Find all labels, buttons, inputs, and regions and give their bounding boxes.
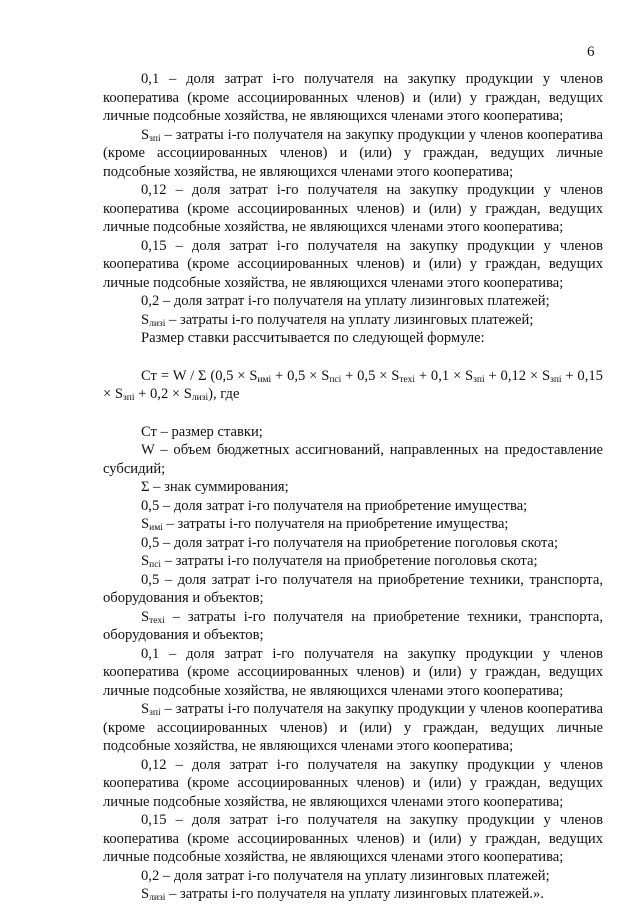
document-body: [103, 70, 603, 904]
rate-formula: Ст = W / Σ $(0,5 \times S_{имi} + 0,5 \times S_{пci} + 0,5 \times S_{техi} + 0,1 \times S_{зпi} + 0,12 \times S_{зпi} + 0,15 \times S_{зпi} + 0,2 \times S_{лизi})$, где: [103, 367, 603, 403]
definition: $S_{техi}$ – затраты i-го получателя на приобретение техники, транспорта, оборудования и объектов;: [103, 608, 603, 643]
definition: Σ – знак суммирования;: [141, 479, 289, 495]
definition: 0,2 – доля затрат i-го получателя на уплату лизинговых платежей;: [141, 867, 550, 884]
definition: 0,12 – доля затрат i-го получателя на закупку продукции у членов кооператива (кроме ассоциированных членов) и (или) у граждан, ведущих личные подсобные хозяйства, не являющихся членами этого кооператива;: [103, 756, 603, 810]
page-number: 6: [587, 44, 595, 60]
definition: Ст – размер ставки;: [141, 423, 263, 440]
paragraph: $S_{зпi}$ – затраты i-го получателя на закупку продукции у членов кооператива (кроме ассоциированных членов) и (или) у граждан, ведущих личные подсобные хозяйства, не являющихся членами этого кооператива;: [103, 126, 603, 180]
paragraph: 0,12 – доля затрат i-го получателя на закупку продукции у членов кооператива (кроме ассоциированных членов) и (или) у граждан, ведущих личные подсобные хозяйства, не являющихся членами этого кооператива;: [103, 182, 603, 235]
definition: $S_{зпi}$ – затраты i-го получателя на закупку продукции у членов кооператива (кроме ассоциированных членов) и (или) у граждан, ведущих личные подсобные хозяйства, не являющихся членами этого кооператива;: [103, 701, 603, 754]
paragraph: 0,2 – доля затрат i-го получателя на уплату лизинговых платежей;: [141, 293, 550, 309]
definition: 0,1 – доля затрат i-го получателя на закупку продукции у членов кооператива (кроме ассоциированных членов) и (или) у граждан, ведущих личные подсобные хозяйства, не являющихся членами этого кооператива;: [103, 645, 603, 699]
definition: 0,5 – доля затрат i-го получателя на приобретение имущества;: [141, 497, 528, 514]
definition: 0,15 – доля затрат i-го получателя на закупку продукции у членов кооператива (кроме ассоциированных членов) и (или) у граждан, ведущих личные подсобные хозяйства, не являющихся членами этого кооператива;: [103, 812, 603, 865]
paragraph: Размер ставки рассчитывается по следующей формуле:: [141, 330, 485, 346]
paragraph: 0,1 – доля затрат i-го получателя на закупку продукции у членов кооператива (кроме ассоциированных членов) и (или) у граждан, ведущих личные подсобные хозяйства, не являющихся членами этого кооператива;: [103, 71, 603, 124]
definition: 0,5 – доля затрат i-го получателя на приобретение техники, транспорта, оборудования и объектов;: [103, 571, 603, 606]
definition: $S_{пci}$ – затраты i-го получателя на приобретение поголовья скота;: [141, 553, 538, 570]
paragraph: $S_{лизi}$ – затраты i-го получателя на уплату лизинговых платежей;: [141, 311, 534, 329]
definition: 0,5 – доля затрат i-го получателя на приобретение поголовья скота;: [141, 534, 559, 551]
paragraph: 0,15 – доля затрат i-го получателя на закупку продукции у членов кооператива (кроме ассоциированных членов) и (или) у граждан, ведущих личные подсобные хозяйства, не являющихся членами этого кооператива;: [103, 237, 603, 291]
definition: W – объем бюджетных ассигнований, направленных на предоставление субсидий;: [103, 442, 603, 477]
definition: $S_{лизi}$ – затраты i-го получателя на уплату лизинговых платежей.».: [141, 886, 544, 903]
definition: $S_{имi}$ – затраты i-го получателя на приобретение имущества;: [141, 516, 509, 533]
